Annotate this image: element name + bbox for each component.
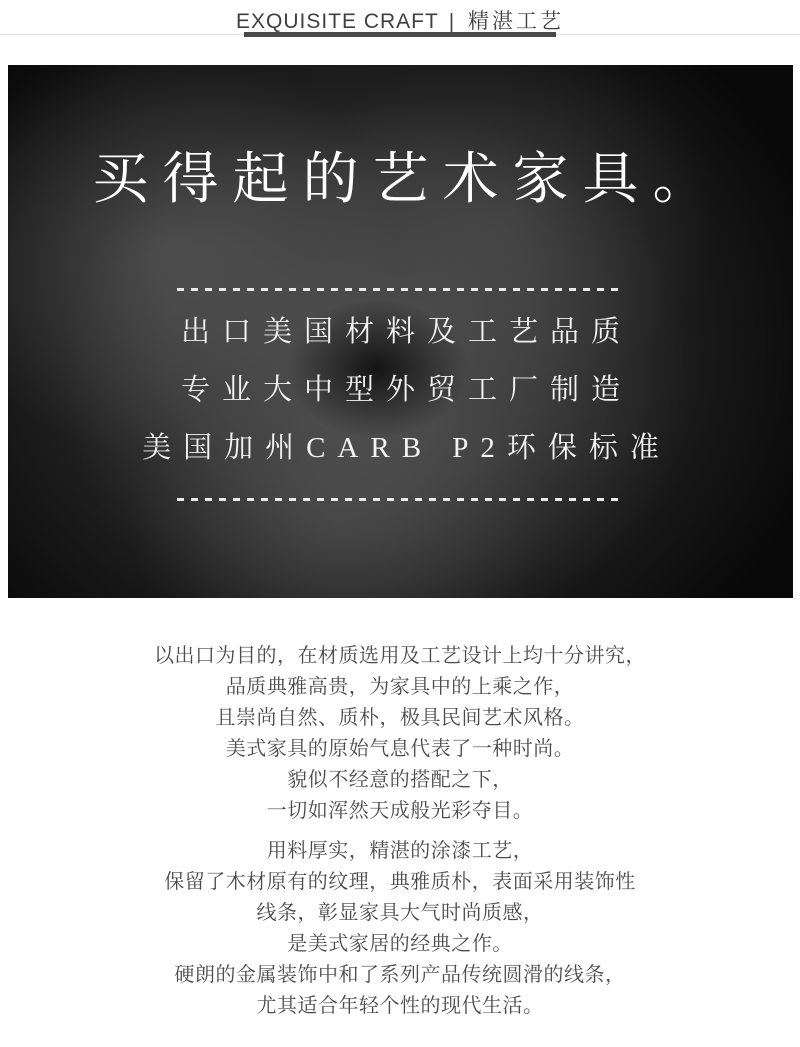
description-paragraph-2 [0, 836, 800, 1022]
hero-rose-image [8, 65, 793, 598]
description-line: 且崇尚自然、质朴，极具民间艺术风格。 [215, 707, 585, 729]
product-description [0, 598, 800, 1022]
section-title-english: EXQUISITE CRAFT [235, 10, 439, 33]
section-header [0, 0, 800, 36]
hero-subtitle-line: 美国加州CARB P2环保标准 [142, 432, 671, 464]
description-line: 品质典雅高贵，为家具中的上乘之作， [225, 676, 575, 698]
description-line: 尤其适合年轻个性的现代生活。 [256, 995, 544, 1017]
description-line: 保留了木材原有的纹理，典雅质朴，表面采用装饰性 [164, 871, 636, 893]
dashed-divider-top [177, 288, 625, 291]
hero-subtitles [130, 303, 671, 477]
description-line: 貌似不经意的搭配之下， [287, 769, 513, 791]
hero-subtitle-line: 出口美国材料及工艺品质 [180, 316, 632, 348]
description-line: 一切如浑然天成般光彩夺目。 [266, 800, 534, 822]
description-paragraph-1 [0, 641, 800, 827]
hero-subtitle-line: 专业大中型外贸工厂制造 [180, 374, 632, 406]
description-line: 美式家具的原始气息代表了一种时尚。 [225, 738, 575, 760]
dashed-divider-bottom [177, 498, 625, 501]
section-title [236, 0, 564, 35]
description-line: 线条，彰显家具大气时尚质感， [256, 902, 544, 924]
description-line: 用料厚实，精湛的涂漆工艺， [266, 840, 534, 862]
description-line: 硬朗的金属装饰中和了系列产品传统圆滑的线条， [174, 964, 626, 986]
hero-headline: 买得起的艺术家具。 [92, 149, 723, 211]
title-separator: | [448, 11, 455, 33]
description-line: 是美式家居的经典之作。 [287, 933, 513, 955]
description-line: 以出口为目的，在材质选用及工艺设计上均十分讲究， [154, 645, 646, 667]
section-title-chinese: 精湛工艺 [468, 10, 565, 33]
